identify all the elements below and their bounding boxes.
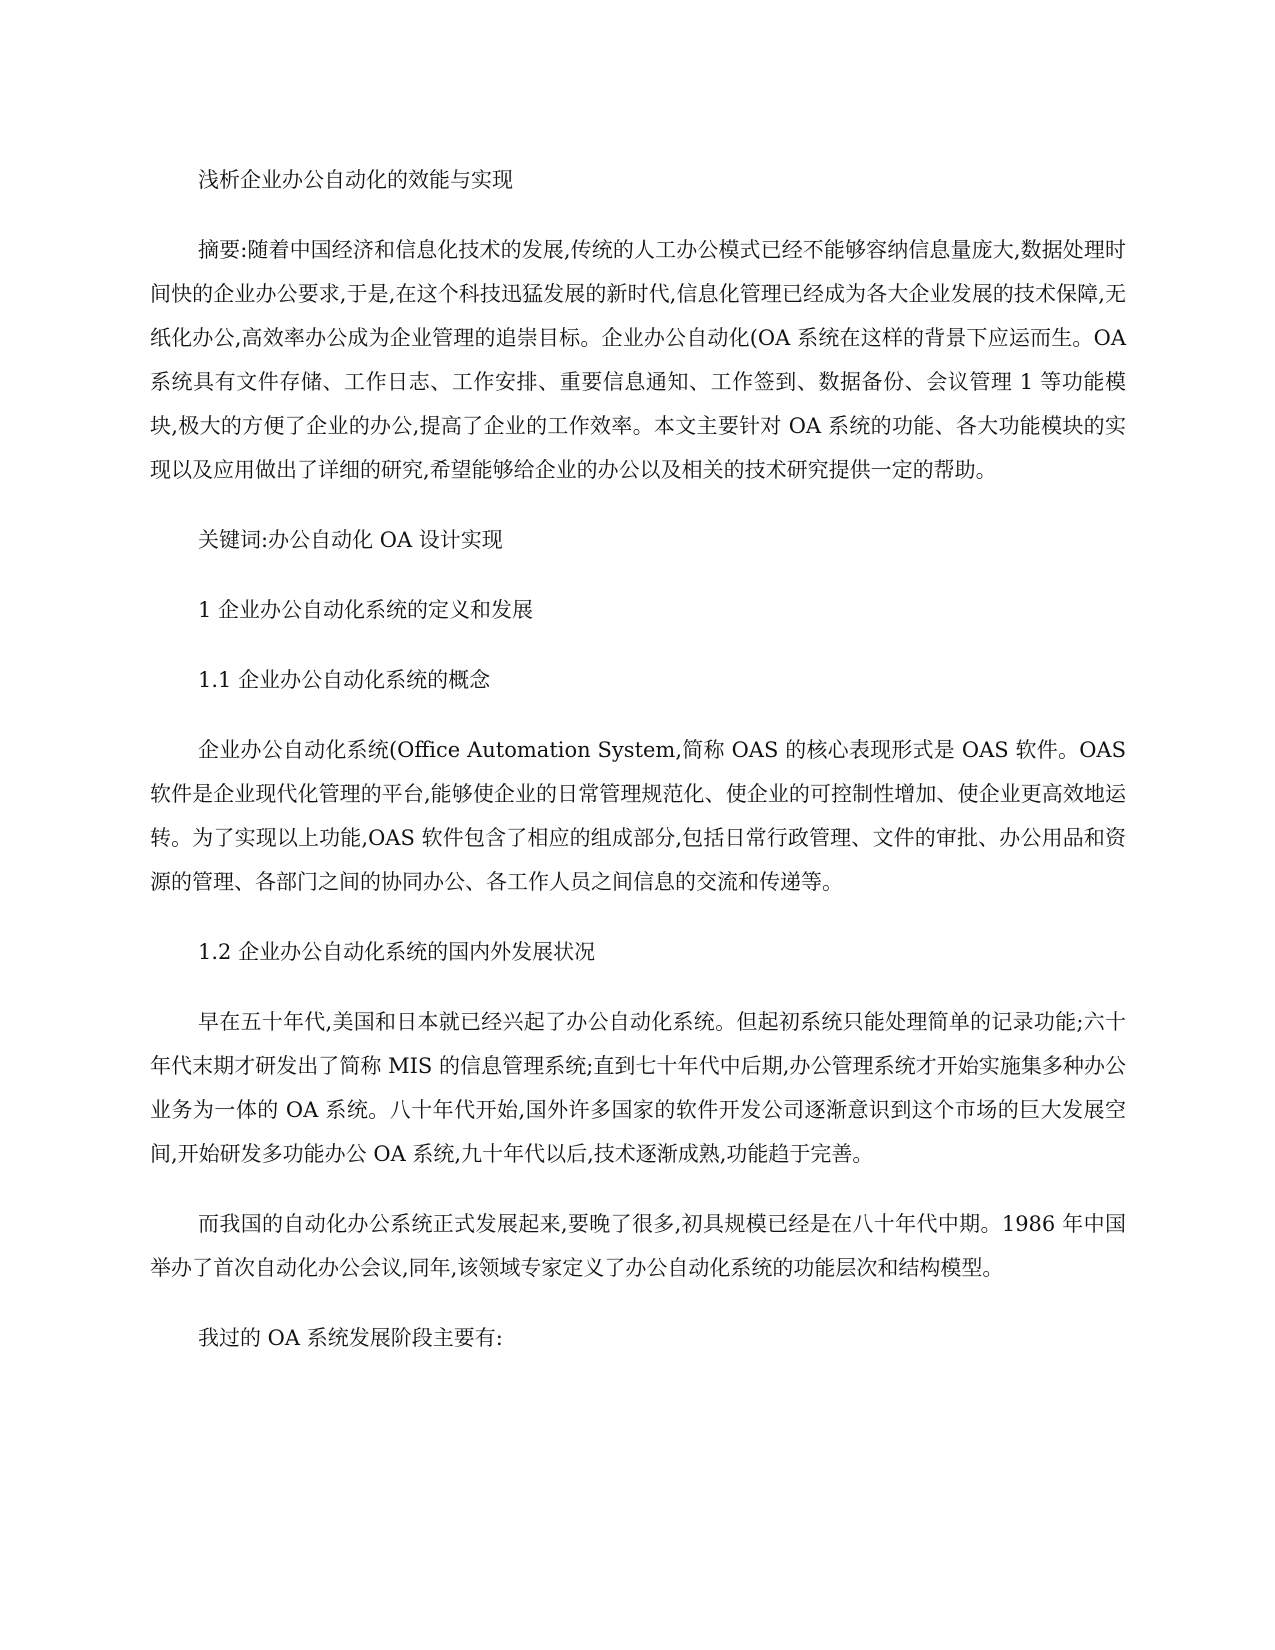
section-1-1-paragraph: 企业办公自动化系统(Office Automation System,简称 OAS 的核心表现形式是 OAS 软件。OAS 软件是企业现代化管理的平台,能够使企业的日常管理规范化、使企业的可控制性增加、使企业更高效地运转。为了实现以上功能,OAS 软件包含了相应的组成部分,包括日常行政管理、文件的审批、办公用品和资源的管理、各部门之间的协同办公、各工作人员之间信息的交流和传递等。 xyxy=(150,738,1126,894)
section-1-2-paragraph-3: 我过的 OA 系统发展阶段主要有: xyxy=(198,1326,503,1350)
document-title: 浅析企业办公自动化的效能与实现 xyxy=(198,168,513,192)
section-1-2-paragraph-2: 而我国的自动化办公系统正式发展起来,要晚了很多,初具规模已经是在八十年代中期。1986 年中国举办了首次自动化办公会议,同年,该领域专家定义了办公自动化系统的功能层次和结构模型。 xyxy=(150,1212,1126,1280)
section-1-2-heading: 1.2 企业办公自动化系统的国内外发展状况 xyxy=(198,940,596,964)
section-1-heading: 1 企业办公自动化系统的定义和发展 xyxy=(198,598,534,622)
document-body xyxy=(150,158,1126,1360)
keywords-line: 关键词:办公自动化 OA 设计实现 xyxy=(198,528,503,552)
section-1-2-paragraph-1: 早在五十年代,美国和日本就已经兴起了办公自动化系统。但起初系统只能处理简单的记录功能;六十年代末期才研发出了简称 MIS 的信息管理系统;直到七十年代中后期,办公管理系统才开始实施集多种办公业务为一体的 OA 系统。八十年代开始,国外许多国家的软件开发公司逐渐意识到这个市场的巨大发展空间,开始研发多功能办公 OA 系统,九十年代以后,技术逐渐成熟,功能趋于完善。 xyxy=(150,1010,1126,1166)
section-1-1-heading: 1.1 企业办公自动化系统的概念 xyxy=(198,668,491,692)
abstract-paragraph: 摘要:随着中国经济和信息化技术的发展,传统的人工办公模式已经不能够容纳信息量庞大,数据处理时间快的企业办公要求,于是,在这个科技迅猛发展的新时代,信息化管理已经成为各大企业发展的技术保障,无纸化办公,高效率办公成为企业管理的追崇目标。企业办公自动化(OA 系统在这样的背景下应运而生。OA 系统具有文件存储、工作日志、工作安排、重要信息通知、工作签到、数据备份、会议管理 1 等功能模块,极大的方便了企业的办公,提高了企业的工作效率。本文主要针对 OA 系统的功能、各大功能模块的实现以及应用做出了详细的研究,希望能够给企业的办公以及相关的技术研究提供一定的帮助。 xyxy=(150,238,1126,482)
